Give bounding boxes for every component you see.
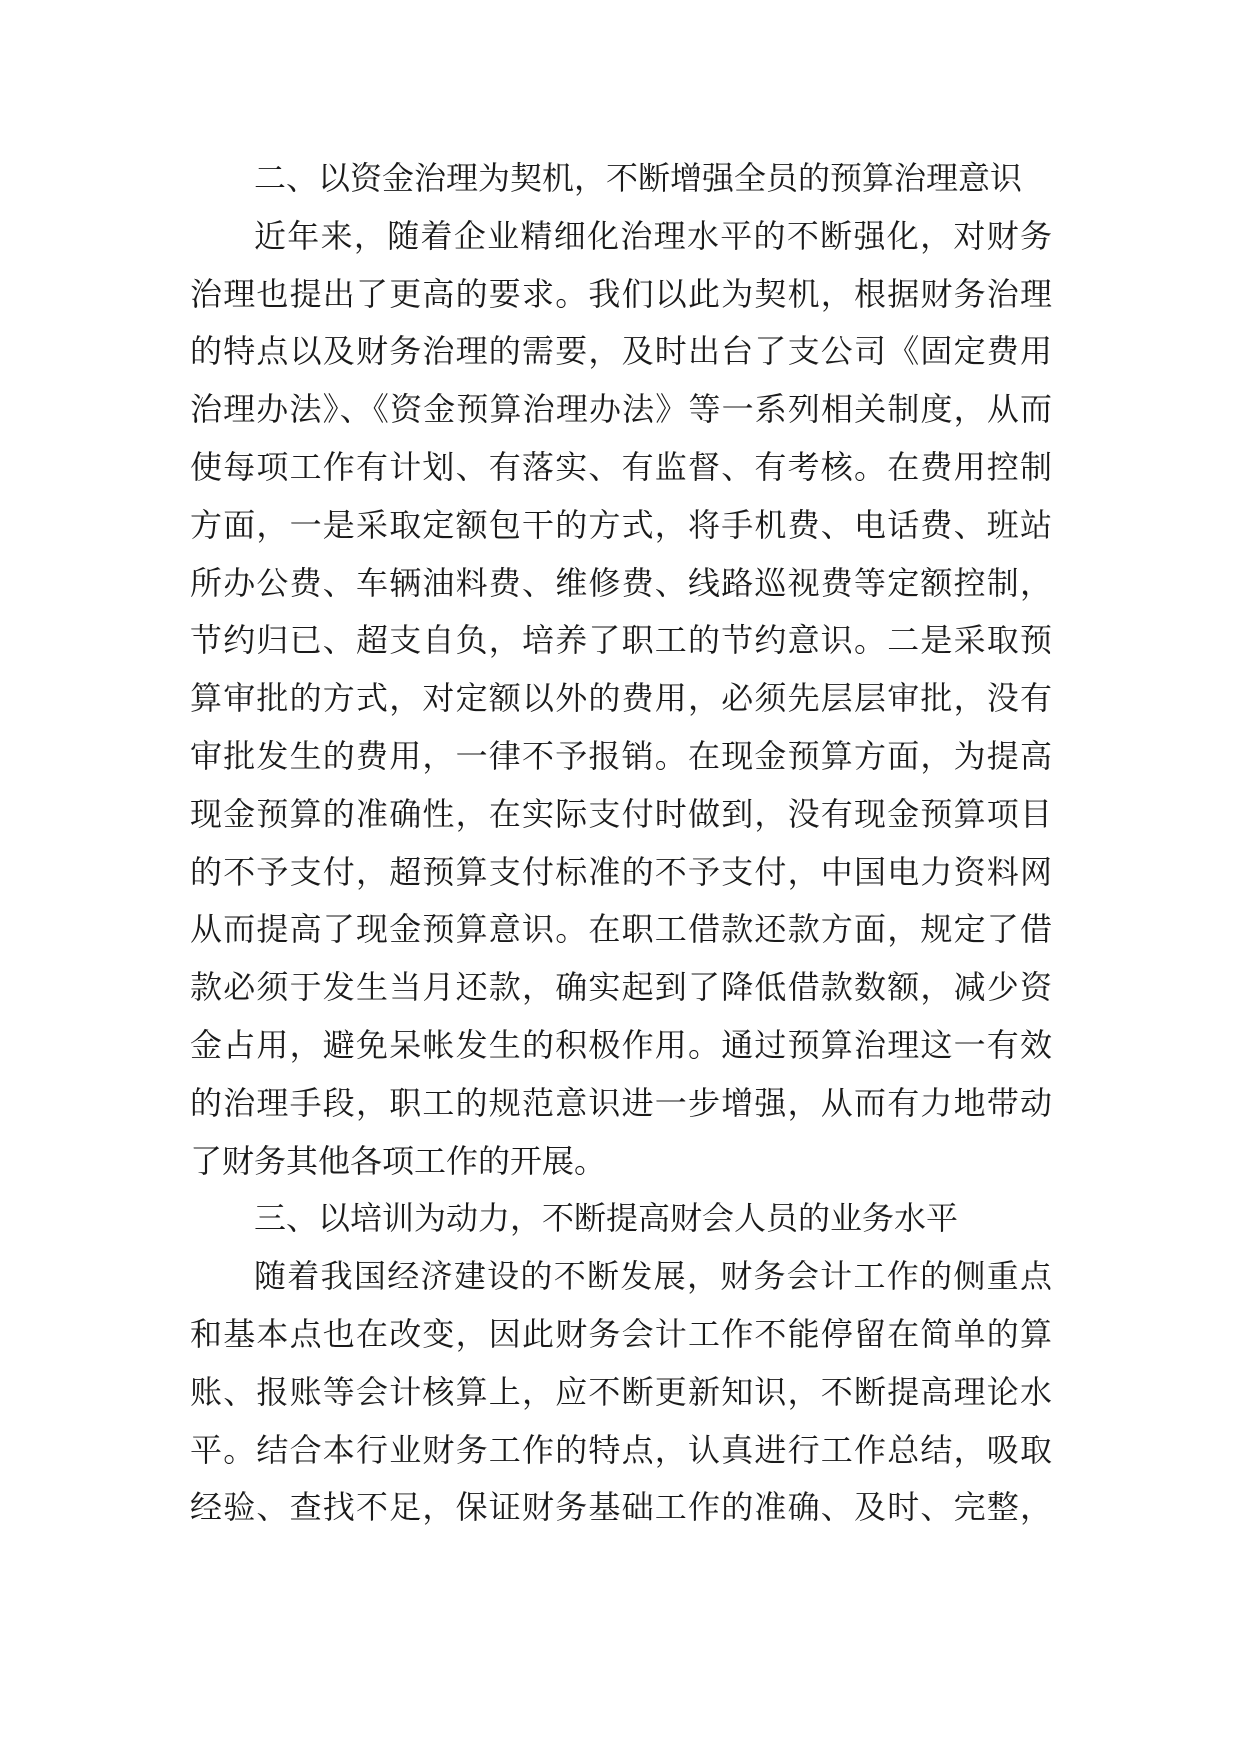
paragraph-line: 的不予支付，超预算支付标准的不予支付，中国电力资料网 [190, 852, 1052, 891]
paragraph-line: 平。结合本行业财务工作的特点，认真进行工作总结，吸取 [190, 1430, 1052, 1469]
paragraph-line: 方面，一是采取定额包干的方式，将手机费、电话费、班站 [190, 505, 1052, 544]
paragraph-line: 从而提高了现金预算意识。在职工借款还款方面，规定了借 [190, 910, 1052, 949]
paragraph-line: 账、报账等会计核算上，应不断更新知识，不断提高理论水 [190, 1372, 1052, 1411]
paragraph-line: 随着我国经济建设的不断发展，财务会计工作的侧重点 [254, 1257, 1052, 1296]
paragraph-line: 款必须于发生当月还款，确实起到了降低借款数额，减少资 [190, 968, 1052, 1007]
paragraph-line: 审批发生的费用，一律不予报销。在现金预算方面，为提高 [190, 736, 1052, 775]
paragraph-line: 金占用，避免呆帐发生的积极作用。通过预算治理这一有效 [190, 1025, 1052, 1064]
paragraph-line: 近年来，随着企业精细化治理水平的不断强化，对财务 [254, 216, 1052, 255]
paragraph-line: 的治理手段，职工的规范意识进一步增强，从而有力地带动 [190, 1083, 1052, 1122]
paragraph-line: 现金预算的准确性，在实际支付时做到，没有现金预算项目 [190, 794, 1052, 833]
paragraph-line: 使每项工作有计划、有落实、有监督、有考核。在费用控制 [190, 447, 1052, 486]
document-body [190, 150, 1052, 1537]
paragraph-line: 了财务其他各项工作的开展。 [190, 1141, 607, 1180]
paragraph-line: 治理办法》、《资金预算治理办法》等一系列相关制度，从而 [190, 390, 1052, 429]
paragraph-line: 的特点以及财务治理的需要，及时出台了支公司《固定费用 [190, 332, 1052, 371]
paragraph-line: 所办公费、车辆油料费、维修费、线路巡视费等定额控制， [190, 563, 1052, 602]
paragraph-line: 经验、查找不足，保证财务基础工作的准确、及时、完整， [190, 1488, 1052, 1527]
paragraph-line: 治理也提出了更高的要求。我们以此为契机，根据财务治理 [190, 274, 1052, 313]
paragraph-line: 和基本点也在改变，因此财务会计工作不能停留在简单的算 [190, 1314, 1052, 1353]
paragraph-line: 节约归已、超支自负，培养了职工的节约意识。二是采取预 [190, 621, 1052, 660]
paragraph-line: 算审批的方式，对定额以外的费用，必须先层层审批，没有 [190, 679, 1052, 718]
section-heading: 二、以资金治理为契机，不断增强全员的预算治理意识 [254, 159, 1023, 197]
section-heading: 三、以培训为动力，不断提高财会人员的业务水平 [254, 1199, 959, 1238]
